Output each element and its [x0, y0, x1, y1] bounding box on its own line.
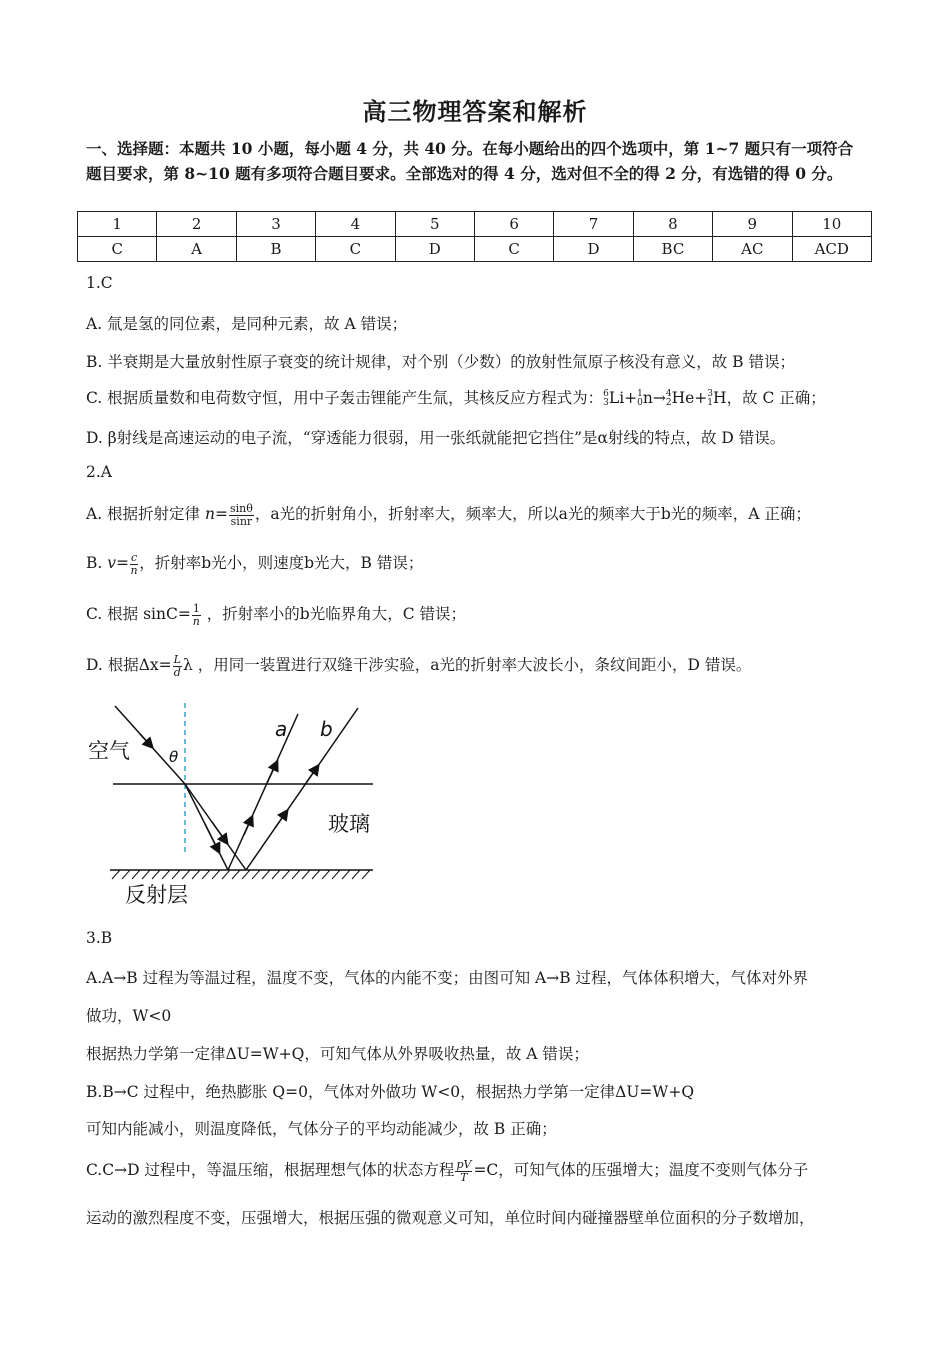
question-number: 2	[157, 212, 236, 237]
fringe-fraction: $\frac{L}{d}$	[173, 652, 181, 679]
answer-cell: D	[395, 237, 474, 262]
answer-table-number-row	[78, 212, 872, 237]
answer-cell: ACD	[792, 237, 871, 262]
question-number: 1	[78, 212, 157, 237]
question-number: 3	[236, 212, 315, 237]
q3-line-2: 做功，W<0	[86, 1007, 172, 1025]
label-glass: 玻璃	[328, 812, 370, 836]
question-number: 8	[633, 212, 712, 237]
label-angle-theta: θ	[169, 748, 179, 766]
reflected-ray-b	[246, 708, 358, 870]
section-intro: 一、选择题：本题共 10 小题，每小题 4 分，共 40 分。在每小题给出的四个选项中，第 1~7 题只有一项符合题目要求，第 8~10 题有多项符合题目要求。全部选对的得 4 分，选对但不全的得 2 分，有选错的得 0 分。	[86, 139, 854, 183]
snell-fraction: $\frac{\sin\theta}{\sin r}$	[229, 501, 253, 528]
q2-option-b: B. v= $\frac{c}{n}$ ，折射率b光小，则速度b光大，B 错误；	[86, 550, 424, 577]
refracted-ray-b-arrow	[212, 822, 227, 843]
answer-cell: BC	[633, 237, 712, 262]
q3-heading: 3.B	[86, 929, 113, 947]
question-number: 6	[474, 212, 553, 237]
q1-option-c	[86, 386, 826, 408]
reflected-ray-a-arrow-high	[267, 762, 277, 783]
answer-cell: B	[236, 237, 315, 262]
q2-option-a-text: A. 根据折射定律	[86, 505, 201, 523]
q1-heading: 1.C	[86, 274, 113, 292]
incident-ray-arrow	[140, 734, 152, 747]
q3-line-1: A.A→B 过程为等温过程，温度不变，气体的内能不变；由图可知 A→B 过程，气体体积增大，气体对外界	[86, 969, 809, 987]
nuclear-equation: 6 3 Li+ 1 0 n→ 4 2 He+ 3 1 H	[603, 389, 727, 408]
label-ray-a: a	[275, 717, 288, 741]
label-ray-b: b	[320, 717, 333, 741]
q2-option-c: C. 根据 sinC= $\frac{1}{n}$ ，折射率小的b光临界角大，C 错误；	[86, 601, 466, 628]
q2-option-a: A. 根据折射定律 n= $\frac{\sin\theta}{\sin r}$ ，a光的折射角小，折射率大，频率大，所以a光的频率大于b光的频率，A 正确；	[86, 501, 811, 528]
reflected-ray-b-arrow-high	[306, 766, 318, 783]
q3-line-4: B.B→C 过程中，绝热膨胀 Q=0，气体对外做功 W<0，根据热力学第一定律ΔU=W+Q	[86, 1083, 695, 1101]
q1-option-a: A. 氚是氢的同位素，是同种元素，故 A 错误；	[86, 315, 408, 333]
question-number: 7	[554, 212, 633, 237]
answer-table-answer-row	[78, 237, 872, 262]
q3-line-3: 根据热力学第一定律ΔU=W+Q，可知气体从外界吸收热量，故 A 错误；	[86, 1045, 589, 1063]
q3-line-5: 可知内能减小，则温度降低，气体分子的平均动能减少，故 B 正确；	[86, 1120, 557, 1138]
q2-option-d: D. 根据Δx= $\frac{L}{d}$ λ ，用同一装置进行双缝干涉实验，a光的折射率大波长小，条纹间距小，D 错误。	[86, 652, 752, 679]
q3-line-6: C.C→D 过程中，等温压缩，根据理想气体的状态方程 $\frac{pV}{T}$ =C，可知气体的压强增大；温度不变则气体分子	[86, 1157, 809, 1184]
label-air: 空气	[88, 739, 130, 763]
answer-cell: A	[157, 237, 236, 262]
reflected-ray-a-arrow-low	[244, 817, 252, 835]
answer-table	[77, 211, 872, 262]
refraction-diagram	[80, 698, 380, 913]
q1-option-c-text: C. 根据质量数和电荷数守恒，用中子轰击锂能产生氚，其核反应方程式为：	[86, 389, 604, 407]
answer-cell: AC	[713, 237, 792, 262]
question-number: 5	[395, 212, 474, 237]
question-number: 9	[713, 212, 792, 237]
answer-cell: C	[316, 237, 395, 262]
q1-option-c-tail: ，故 C 正确；	[726, 389, 826, 407]
label-reflective-layer: 反射层	[125, 883, 188, 907]
gas-law-fraction: $\frac{pV}{T}$	[456, 1157, 472, 1184]
page-title: 高三物理答案和解析	[362, 97, 588, 126]
reflective-layer-hatch	[112, 870, 370, 879]
reflected-ray-b-arrow-low	[275, 811, 287, 828]
answer-cell: C	[78, 237, 157, 262]
q1-option-d: D. β射线是高速运动的电子流，“穿透能力很弱，用一张纸就能把它挡住”是α射线的特点，故 D 错误。	[86, 429, 786, 447]
q2-option-a-tail: ，a光的折射角小，折射率大，频率大，所以a光的频率大于b光的频率，A 正确；	[254, 505, 811, 523]
q2-heading: 2.A	[86, 463, 112, 481]
answer-cell: D	[554, 237, 633, 262]
speed-fraction: $\frac{c}{n}$	[130, 550, 138, 577]
question-number: 4	[316, 212, 395, 237]
q1-option-b: B. 半衰期是大量放射性原子衰变的统计规律，对个别（少数）的放射性氚原子核没有意义，故 B 错误；	[86, 353, 795, 371]
answer-cell: C	[474, 237, 553, 262]
critical-angle-fraction: $\frac{1}{n}$	[192, 601, 200, 628]
question-number: 10	[792, 212, 871, 237]
q3-line-7: 运动的激烈程度不变，压强增大，根据压强的微观意义可知，单位时间内碰撞器壁单位面积的分子数增加，	[86, 1209, 815, 1227]
